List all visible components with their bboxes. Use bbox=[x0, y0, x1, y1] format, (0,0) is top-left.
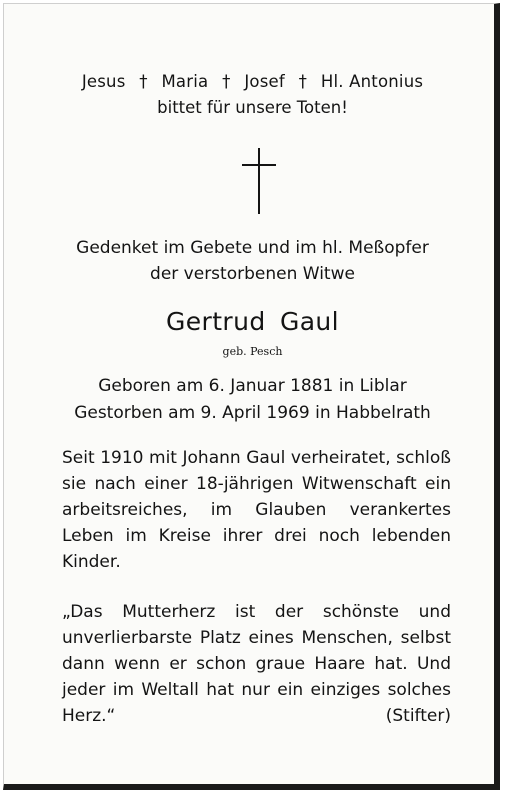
remembrance-line-1: Gedenket im Gebete und im hl. Meßopfer bbox=[76, 238, 429, 258]
invocation-name-1: Jesus bbox=[81, 72, 126, 91]
invocation-name-3: Josef bbox=[244, 72, 285, 91]
cross-icon bbox=[242, 148, 276, 214]
invocation-name-4: Hl. Antonius bbox=[320, 72, 424, 91]
quote-paragraph bbox=[62, 599, 451, 729]
deceased-name: Gertrud Gaul bbox=[165, 307, 340, 336]
invocation-name-2: Maria bbox=[161, 72, 209, 91]
invocation-line bbox=[4, 71, 501, 93]
maiden-name: geb. Pesch bbox=[222, 345, 283, 358]
dagger-separator-2: † bbox=[222, 72, 231, 91]
dagger-separator-1: † bbox=[139, 72, 148, 91]
birth-line: Geboren am 6. Januar 1881 in Liblar bbox=[98, 376, 407, 396]
biography-paragraph bbox=[62, 445, 451, 575]
quote-attribution: (Stifter) bbox=[385, 706, 451, 726]
invocation-line-2: bittet für unsere Toten! bbox=[157, 98, 348, 117]
prayer-card bbox=[3, 3, 500, 790]
quote-text: „Das Mutterherz ist der schönste und unverlierbarste Platz eines Menschen, selbst dann wenn er schon graue Haare hat. Und jeder im Weltall hat nur ein einziges solches Herz.“ bbox=[62, 602, 451, 726]
death-line: Gestorben am 9. April 1969 in Habbelrath bbox=[74, 403, 431, 423]
remembrance-line-2: der verstorbenen Witwe bbox=[150, 264, 355, 284]
biography-text: Seit 1910 mit Johann Gaul verheiratet, schloß sie nach einer 18-jährigen Witwenschaft ein arbeitsreiches, im Glauben verankertes Leben im Kreise ihrer drei noch lebenden Kinder. bbox=[62, 448, 451, 572]
dagger-separator-3: † bbox=[298, 72, 308, 91]
